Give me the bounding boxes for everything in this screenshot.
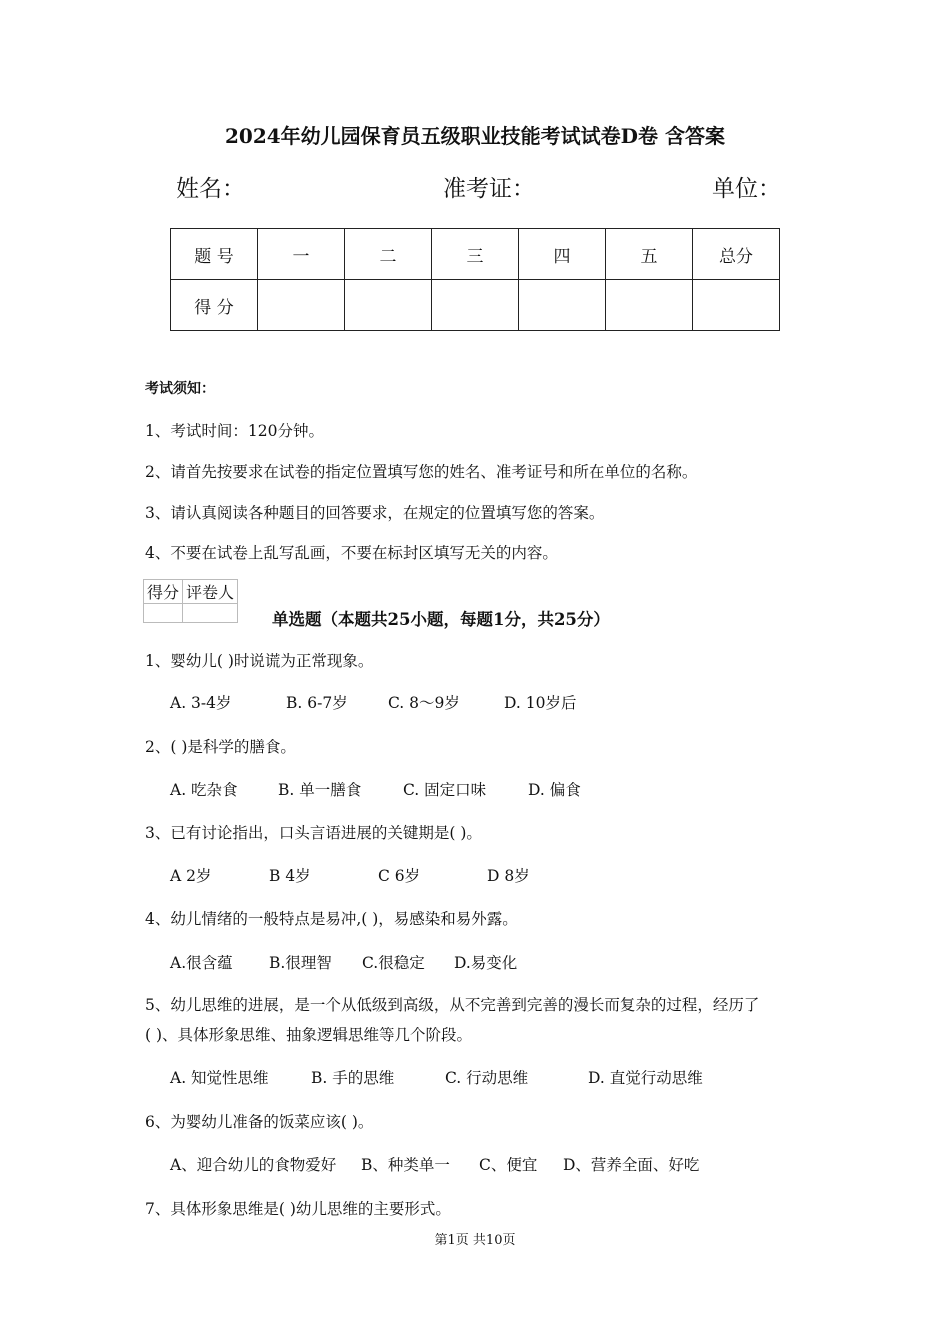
score-cell[interactable] [693,280,780,331]
question-option: A. 3-4岁 [170,694,232,712]
notice-item: 2、请首先按要求在试卷的指定位置填写您的姓名、准考证号和所在单位的名称。 [145,463,698,481]
score-header-cell: 五 [606,229,693,280]
question-option: B.很理智 [269,954,332,972]
notice-item: 1、考试时间：120分钟。 [145,422,324,440]
name-label: 姓名： [176,176,245,202]
score-table-score-row [171,280,780,331]
score-table-header-row [171,229,780,280]
question-option: D 8岁 [487,867,530,885]
question-option: B. 6-7岁 [286,694,348,712]
question-option: C. 行动思维 [445,1069,529,1087]
question-option: B 4岁 [269,867,311,885]
question-stem: 2、( )是科学的膳食。 [145,738,296,756]
score-header-cell: 一 [258,229,345,280]
question-option: B. 手的思维 [311,1069,395,1087]
question-option: D. 10岁后 [504,694,577,712]
question-option: B. 单一膳食 [278,781,362,799]
page-footer: 第1页 共10页 [434,1233,516,1248]
question-option: B、种类单一 [361,1156,450,1174]
notice-item: 4、不要在试卷上乱写乱画，不要在标封区填写无关的内容。 [145,544,558,562]
score-header-cell: 四 [519,229,606,280]
question-option: C. 8～9岁 [388,694,460,712]
unit-label: 单位： [712,176,781,202]
score-cell[interactable] [432,280,519,331]
question-option: A.很含蕴 [170,954,233,972]
grader-score-cell[interactable] [144,604,183,623]
question-option: A. 知觉性思维 [170,1069,269,1087]
score-cell[interactable] [258,280,345,331]
question-option: A 2岁 [170,867,212,885]
score-header-cell: 总分 [693,229,780,280]
score-cell[interactable] [519,280,606,331]
question-stem: 5、幼儿思维的进展，是一个从低级到高级，从不完善到完善的漫长而复杂的过程，经历了 [145,996,760,1014]
exam-id-label: 准考证： [443,176,535,202]
question-stem-continued: ( )、具体形象思维、抽象逻辑思维等几个阶段。 [145,1026,473,1044]
grader-name-label: 评卷人 [183,580,238,604]
question-stem: 6、为婴幼儿准备的饭菜应该( )。 [145,1113,374,1131]
grader-box [143,579,238,623]
question-option: D. 偏食 [528,781,581,799]
score-row-label: 得 分 [171,280,258,331]
question-stem: 1、婴幼儿( )时说谎为正常现象。 [145,652,374,670]
question-option: D.易变化 [454,954,518,972]
question-option: A、迎合幼儿的食物爱好 [170,1156,337,1174]
question-stem: 7、具体形象思维是( )幼儿思维的主要形式。 [145,1200,451,1218]
question-option: A. 吃杂食 [170,781,238,799]
score-cell[interactable] [345,280,432,331]
question-stem: 4、幼儿情绪的一般特点是易冲,( )，易感染和易外露。 [145,910,518,928]
score-header-cell: 题 号 [171,229,258,280]
question-option: C.很稳定 [362,954,425,972]
score-table [170,228,780,331]
notice-heading: 考试须知： [145,381,215,397]
grader-name-cell[interactable] [183,604,238,623]
score-cell[interactable] [606,280,693,331]
notice-item: 3、请认真阅读各种题目的回答要求，在规定的位置填写您的答案。 [145,504,605,522]
question-option: D、营养全面、好吃 [563,1156,700,1174]
score-header-cell: 三 [432,229,519,280]
page-title: 2024年幼儿园保育员五级职业技能考试试卷D卷 含答案 [225,124,725,148]
score-header-cell: 二 [345,229,432,280]
question-stem: 3、已有讨论指出，口头言语进展的关键期是( )。 [145,824,482,842]
question-option: C 6岁 [378,867,421,885]
question-option: C. 固定口味 [403,781,487,799]
question-option: C、便宜 [479,1156,538,1174]
question-option: D. 直觉行动思维 [588,1069,703,1087]
grader-score-label: 得分 [144,580,183,604]
section-title: 单选题（本题共25小题，每题1分，共25分） [272,610,610,629]
